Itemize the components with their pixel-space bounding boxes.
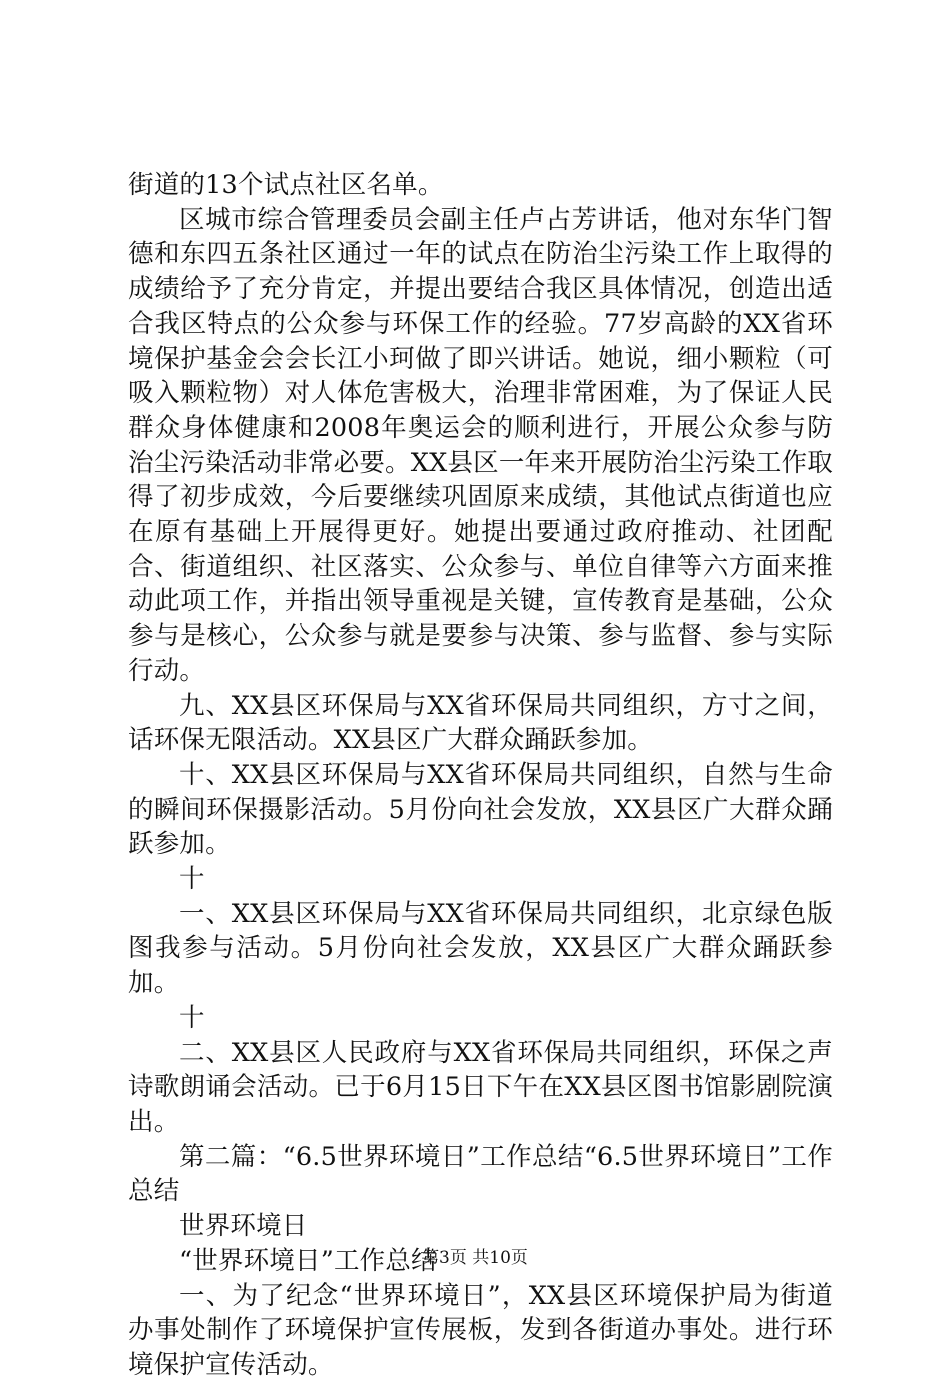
page-number-footer: 第3页 共10页 [422, 1248, 528, 1268]
document-body [128, 168, 833, 1383]
paragraph: 二、XX县区人民政府与XX省环保局共同组织，环保之声诗歌朗诵会活动。已于6月15日下午在XX县区图书馆影剧院演出。 [128, 1037, 833, 1137]
paragraph: 街道的13个试点社区名单。 [128, 170, 444, 200]
paragraph: 区城市综合管理委员会副主任卢占芳讲话，他对东华门智德和东四五条社区通过一年的试点在防治尘污染工作上取得的成绩给予了充分肯定，并提出要结合我区具体情况，创造出适合我区特点的公众参与环保工作的经验。77岁高龄的XX省环境保护基金会会长江小珂做了即兴讲话。她说，细小颗粒（可吸入颗粒物）对人体危害极大，治理非常困难，为了保证人民群众身体健康和2008年奥运会的顺利进行，开展公众参与防治尘污染活动非常必要。XX县区一年来开展防治尘污染工作取得了初步成效，今后要继续巩固原来成绩，其他试点街道也应在原有基础上开展得更好。她提出要通过政府推动、社团配合、街道组织、社区落实、公众参与、单位自律等六方面来推动此项工作，并指出领导重视是关键，宣传教育是基础，公众参与是核心，公众参与就是要参与决策、参与监督、参与实际行动。 [128, 204, 833, 686]
paragraph: 十、XX县区环保局与XX省环保局共同组织，自然与生命的瞬间环保摄影活动。5月份向社会发放，XX县区广大群众踊跃参加。 [128, 759, 833, 860]
paragraph: 九、XX县区环保局与XX省环保局共同组织，方寸之间，话环保无限活动。XX县区广大群众踊跃参加。 [128, 690, 833, 756]
paragraph: 十 [179, 1002, 205, 1033]
paragraph: 十 [179, 864, 205, 895]
subheading: “世界环境日”工作总结 [179, 1245, 437, 1276]
paragraph: 一、XX县区环保局与XX省环保局共同组织，北京绿色版图我参与活动。5月份向社会发放，XX县区广大群众踊跃参加。 [128, 898, 833, 999]
section-heading: 第二篇：“6.5世界环境日”工作总结“6.5世界环境日”工作总结 [128, 1141, 833, 1207]
subheading: 世界环境日 [179, 1211, 308, 1242]
paragraph: 一、为了纪念“世界环境日”，XX县区环境保护局为街道办事处制作了环境保护宣传展板，发到各街道办事处。进行环境保护宣传活动。 [128, 1280, 833, 1380]
